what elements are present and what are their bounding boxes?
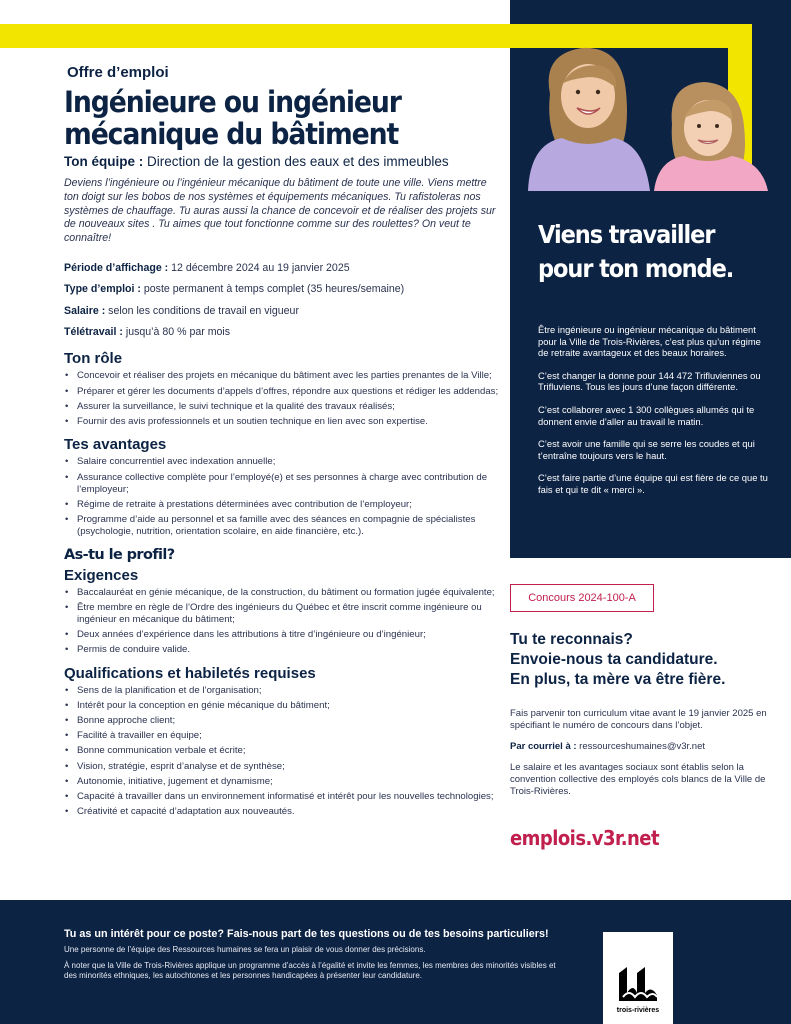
team-value: Direction de la gestion des eaux et des immeubles xyxy=(143,154,449,169)
footer-line: À noter que la Ville de Trois-Rivières applique un programme d’accès à l’égalité et invite les femmes, les membres des minorités visibles et des minorités ethniques, les autochtones et les personnes handicapées à présenter leur candidature. xyxy=(64,960,556,980)
list-item: • Créativité et capacité d’adaptation aux nouveautés. xyxy=(64,806,500,818)
list-item: • Facilité à travailler en équipe; xyxy=(64,730,500,742)
footer-line: Une personne de l’équipe des Ressources humaines se fera un plaisir de vous donner des précisions. xyxy=(64,945,426,954)
qualifications-list xyxy=(64,685,500,819)
list-item: • Capacité à travailler dans un environnement informatisé et intérêt pour les nouvelles technologies; xyxy=(64,791,500,803)
apply-instructions xyxy=(510,708,778,807)
fact-value: poste permanent à temps complet (35 heures/semaine) xyxy=(140,283,405,296)
list-item: • Salaire concurrentiel avec indexation annuelle; xyxy=(64,456,500,468)
requirements-heading: Exigences xyxy=(64,566,139,584)
left-column xyxy=(64,64,500,821)
list-item: • Vision, stratégie, esprit d’analyse et de synthèse; xyxy=(64,761,500,773)
fact-posting-period xyxy=(64,262,500,274)
requirements-list xyxy=(64,587,500,657)
benefits-list xyxy=(64,456,500,538)
list-item: • Assurer la surveillance, le suivi technique et la qualité des travaux réalisés; xyxy=(64,401,500,413)
job-title-line2: mécanique du bâtiment xyxy=(64,117,399,151)
email-link[interactable]: ressourceshumaines@v3r.net xyxy=(576,741,705,752)
photo-two-girls xyxy=(522,44,775,191)
slogan-line1: Viens travailler xyxy=(538,220,715,249)
fact-value: 12 décembre 2024 au 19 janvier 2025 xyxy=(168,261,350,274)
panel-paragraph: C’est changer la donne pour 144 472 Trifluviennes ou Trifluviens. Tous les jours d’une façon différente. xyxy=(538,369,761,393)
apply-text: Fais parvenir ton curriculum vitae avant le 19 janvier 2025 en spécifiant le numéro de concours dans l’objet. xyxy=(510,708,767,731)
fact-label: Type d’emploi : xyxy=(64,283,141,296)
job-facts xyxy=(64,262,500,339)
role-list xyxy=(64,370,500,428)
list-item: • Concevoir et réaliser des projets en mécanique du bâtiment avec les parties prenantes de la Ville; xyxy=(64,370,500,382)
footer-text xyxy=(64,928,564,987)
contest-number-badge: Concours 2024-100-A xyxy=(510,584,654,612)
team-line xyxy=(64,154,500,169)
panel-paragraph: C’est avoir une famille qui se serre les coudes et qui t’entraîne toujours vers le haut. xyxy=(538,438,755,461)
city-logo xyxy=(603,932,673,1024)
list-item: • Sens de la planification et de l’organisation; xyxy=(64,685,500,697)
fact-label: Télétravail : xyxy=(64,326,123,339)
slogan-line2: pour ton monde. xyxy=(538,254,734,283)
panel-paragraph: C’est faire partie d’une équipe qui est fière de ce que tu fais et qui te dit « merci ». xyxy=(538,472,768,495)
fact-value: selon les conditions de travail en vigueur xyxy=(105,304,299,317)
list-item: • Assurance collective complète pour l’employé(e) et ses personnes à charge avec contribution de l’employeur; xyxy=(64,472,500,496)
benefits-heading: Tes avantages xyxy=(64,436,167,454)
list-item: • Programme d’aide au personnel et sa famille avec des séances en compagnie de spécialistes (psychologie, nutrition, orientation scolaire, en aide financière, etc.). xyxy=(64,514,500,538)
city-logo-icon xyxy=(615,963,661,1005)
qualifications-heading: Qualifications et habiletés requises xyxy=(64,664,316,682)
list-item: • Préparer et gérer les documents d’appels d’offres, répondre aux questions et rédiger les addendas; xyxy=(64,386,500,398)
job-title-line1: Ingénieure ou ingénieur xyxy=(64,85,401,119)
list-item: • Baccalauréat en génie mécanique, de la construction, du bâtiment ou formation jugée équivalente; xyxy=(64,587,500,599)
list-item: • Permis de conduire valide. xyxy=(64,644,500,656)
list-item: • Autonomie, initiative, jugement et dynamisme; xyxy=(64,776,500,788)
intro-paragraph: Deviens l’ingénieure ou l’ingénieur mécanique du bâtiment de toute une ville. Viens mettre ton doigt sur les bobos de nos systèmes et équipements mécaniques. Tu rafistoleras nos systèmes de chauffage. Tu auras aussi la chance de concevoir et de réaliser des projets sur de nouveaux sites . Tu aimes que tout fonctionne comme sur des roulettes? On veut te connaître! xyxy=(64,177,496,245)
email-label: Par courriel à : xyxy=(510,741,577,752)
call-to-action xyxy=(510,630,780,690)
job-title xyxy=(64,86,496,150)
right-column xyxy=(538,218,776,496)
fact-label: Salaire : xyxy=(64,304,106,317)
fact-telework xyxy=(64,326,500,338)
list-item: • Fournir des avis professionnels et un soutien technique en lien avec son expertise. xyxy=(64,416,500,428)
list-item: • Intérêt pour la conception en génie mécanique du bâtiment; xyxy=(64,700,500,712)
apply-email-line xyxy=(510,741,778,753)
fact-salary xyxy=(64,305,500,317)
list-item: • Bonne communication verbale et écrite; xyxy=(64,745,500,757)
city-logo-text: trois-rivières xyxy=(616,1007,660,1014)
panel-paragraph: Être ingénieure ou ingénieur mécanique du bâtiment pour la Ville de Trois-Rivières, c’est plus qu’un régime de retraite avantageux et des beaux horaires. xyxy=(538,324,761,359)
panel-paragraph: C’est collaborer avec 1 300 collègues allumés qui te donnent envie d’aller au travail le matin. xyxy=(538,403,755,427)
footer xyxy=(0,900,791,1024)
job-kicker: Offre d’emploi xyxy=(67,64,169,81)
role-heading: Ton rôle xyxy=(64,350,123,368)
careers-url-link[interactable]: emplois.v3r.net xyxy=(510,826,660,850)
fact-label: Période d’affichage : xyxy=(64,261,169,274)
list-item: • Être membre en règle de l’Ordre des ingénieurs du Québec et être inscrit comme ingénieure ou ingénieur en mécanique du bâtiment; xyxy=(64,602,500,626)
cta-line3: En plus, ta mère va être fière. xyxy=(510,671,726,688)
footer-title: Tu as un intérêt pour ce poste? Fais-nous part de tes questions ou de tes besoins particuliers! xyxy=(64,928,549,940)
list-item: • Bonne approche client; xyxy=(64,715,500,727)
fact-job-type xyxy=(64,283,500,295)
apply-note: Le salaire et les avantages sociaux sont établis selon la convention collective des employés cols blancs de la Ville de Trois-Rivières. xyxy=(510,762,766,797)
profile-heading: As-tu le profil? xyxy=(64,546,175,563)
team-label: Ton équipe : xyxy=(64,154,144,169)
list-item: • Régime de retraite à prestations déterminées avec contribution de l’employeur; xyxy=(64,499,500,511)
cta-line2: Envoie-nous ta candidature. xyxy=(510,651,718,668)
slogan xyxy=(538,218,781,286)
fact-value: jusqu’à 80 % par mois xyxy=(122,326,231,339)
list-item: • Deux années d’expérience dans les attributions à titre d’ingénieure ou d’ingénieur; xyxy=(64,629,500,641)
cta-line1: Tu te reconnais? xyxy=(510,631,633,648)
